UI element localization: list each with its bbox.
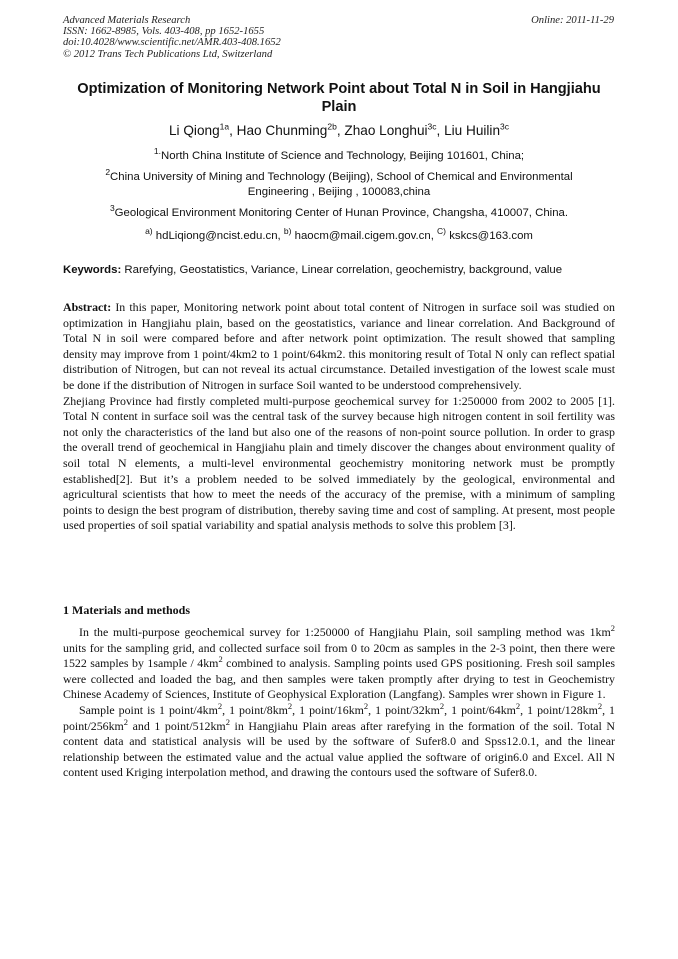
affiliation-1: $^{1.}$North China Institute of Science and Technology, Beijing 101601, China;: [153, 146, 525, 162]
intro-paragraph: Zhejiang Province had firstly completed multi-purpose geochemical survey for 1:250000 from 2002 to 2005 [1]. Total N content in surface soil was the central task of the survey because high nitrogen content in soil fertility was not only the characteristics of the land but also one of the reasons of non-point source pollution. In order to grasp the overall trend of geochemical in Hangjiahu plain and timely discover the changes about environment quality of soil total N elements, a multi-level environmental geochemistry monitoring network must be promptly established[2]. But it’s a problem needed to be solved immediately by the geological, environmental and agricultural scientists that how to meet the needs of the accuracy of the premise, with a minimum of sampling points to design the best program of distribution, thereby saving time and cost of sampling. At present, most people used properties of soil spatial variability and spatial analysis methods to solve this problem [3].: [63, 393, 615, 533]
section-heading: 1 Materials and methods: [63, 603, 190, 617]
abstract-label: Abstract:: [63, 300, 112, 314]
journal-header: [63, 15, 281, 60]
keywords: [63, 263, 615, 278]
copyright-line: © 2012 Trans Tech Publications Ltd, Switzerland: [63, 48, 273, 60]
doi-line: doi:10.4028/www.scientific.net/AMR.403-408.1652: [63, 37, 281, 49]
abstract-and-intro: [63, 300, 615, 534]
author-name: Zhao Longhui: [344, 123, 428, 138]
author-name: Hao Chunming: [236, 123, 328, 138]
paper-title: Optimization of Monitoring Network Point about Total N in Soil in Hangjiahu Plain: [77, 81, 601, 115]
affiliation-3: $^3$Geological Environment Monitoring Center of Hunan Province, Changsha, 410007, China.: [109, 203, 569, 219]
author-name: Liu Huilin: [444, 123, 501, 138]
email-line: $^{a)}$ hdLiqiong@ncist.edu.cn, $^{b)}$ haocm@mail.cigem.gov.cn, $^{C)}$ kskcs@163.com: [145, 226, 533, 242]
keywords-text: Rarefying, Geostatistics, Variance, Linear correlation, geochemistry, background, value: [124, 264, 563, 276]
paragraph-sample-points: Sample point is 1 point/$4km^2$, 1 point/$8km^2$, 1 point/$16km^2$, 1 point/$32km^2$, 1 point/$64km^2$, 1 point/$128km^2$, 1 point/$256km^2$ and 1 point/$512km^2$ in Hangjiahu Plain areas after rarefying in the formation of the soil. Total N content data and statistical analysis will be used by the software of Sufer8.0 and Spss12.0.1, and the linear relationship between the estimated value and the actual value applied the software of origin6.0 and Excel. All N content used Kriging interpolation method, and drawing the contours used the software of Sufer8.0.: [63, 701, 616, 780]
email-link[interactable]: kskcs@163.com: [449, 230, 533, 242]
author-sup: 3c: [427, 121, 437, 132]
email-link[interactable]: haocm@mail.cigem.gov.cn,: [294, 230, 434, 242]
author-sup: 2b: [327, 121, 337, 132]
issn-line: ISSN: 1662-8985, Vols. 403-408, pp 1652-1655: [63, 26, 265, 38]
author-sup: 3c: [500, 121, 509, 132]
section-1-body: [63, 625, 615, 781]
journal-name: Advanced Materials Research: [63, 15, 191, 26]
affiliation-2: $^2$China University of Mining and Technology (Beijing), School of Chemical and Environmental Engineering , Beijing , 100083,china: [105, 167, 573, 198]
abstract-text: In this paper, Monitoring network point about total content of Nitrogen in surface soil was studied on optimization in Hangjiahu plain, based on the geostatistics, variance and linear correlation. And Background of Total N in soil were compared before and after network point optimization. The result showed that sampling density may improve from 1 point/4km2 to 1 point/64km2. this monitoring result of Total N only can reflect spatial distribution of Nitrogen, but can not reveal its actual circumstance. Detailed investigation of the lowest scale must be done if the distribution of Nitrogen in surface Soil wanted to be understood comprehensively.: [63, 300, 615, 392]
author-list: Li Qiong$^{1a}$, Hao Chunming$^{2b}$, Zhao Longhui$^{3c}$, Liu Huilin$^{3c}$: [169, 121, 509, 138]
abstract: [63, 300, 615, 394]
keywords-label: Keywords:: [63, 264, 122, 276]
online-date: Online: 2011-11-29: [531, 15, 614, 26]
author-name: Li Qiong: [169, 123, 220, 138]
email-link[interactable]: hdLiqiong@ncist.edu.cn,: [155, 230, 281, 242]
paragraph-sampling: In the multi-purpose geochemical survey for 1:250000 of Hangjiahu Plain, soil sampling method was $1km^2$ units for the sampling grid, and collected surface soil from 0 to 20cm as samples in the 2-3 point, then there were 1522 samples by 1sample / $4km^2$ combined to analysis. Sampling points used GPS positioning. Fresh soil samples were collected and loaded the bag, and then samples were taken promptly after drying to test in Geochemistry Chinese Academy of Sciences, Institute of Geophysical Exploration (Langfang). Samples wrer shown in Figure 1.: [63, 623, 615, 702]
author-sup: 1a: [219, 121, 230, 132]
